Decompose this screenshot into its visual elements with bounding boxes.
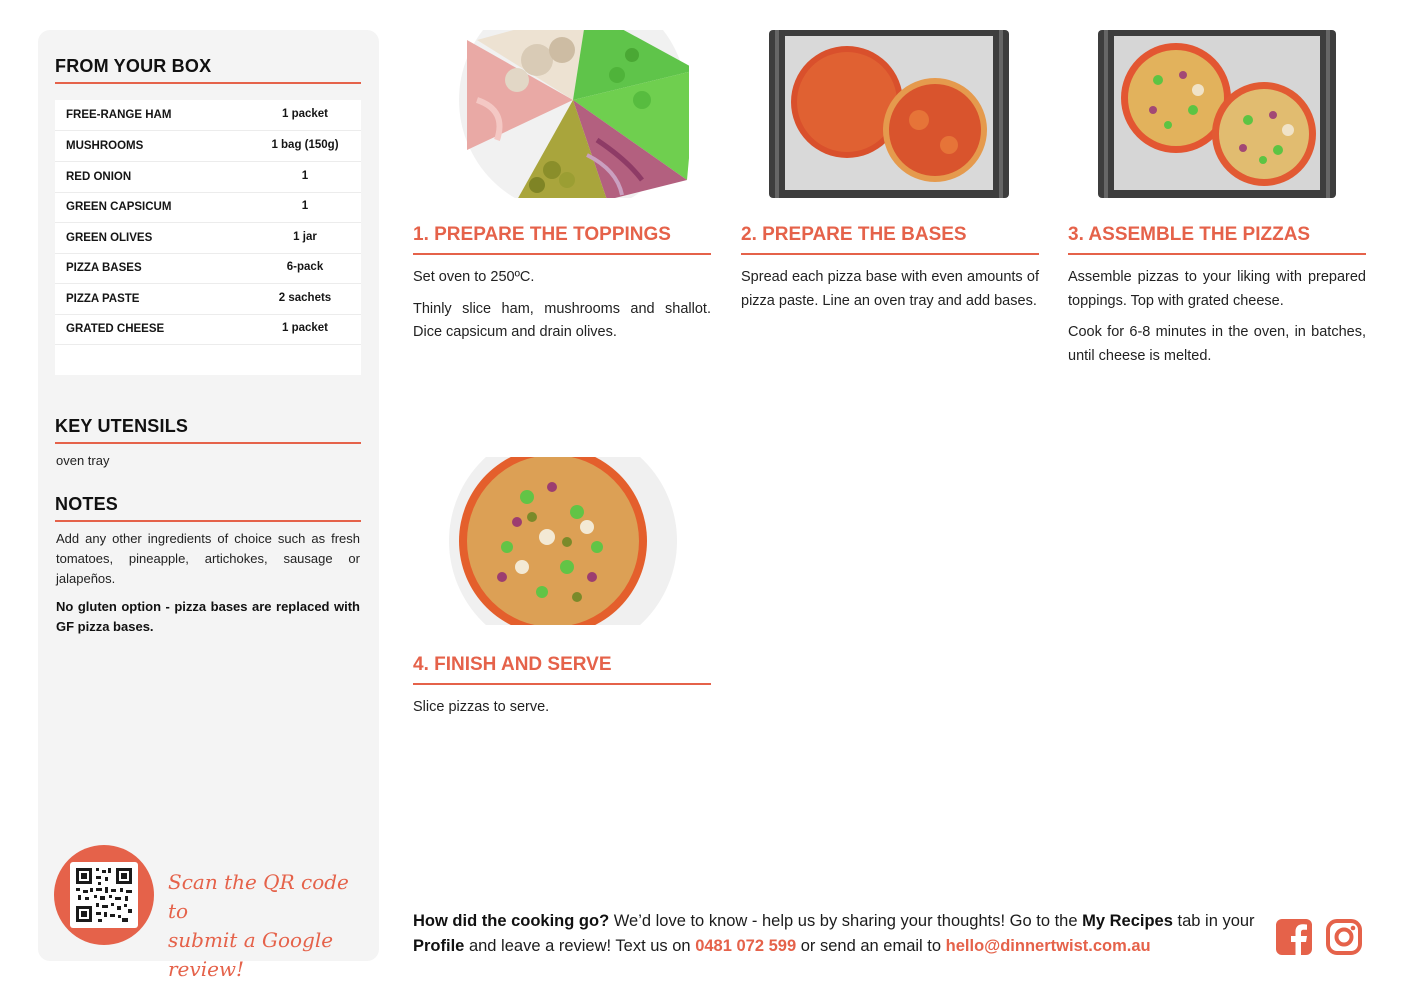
step-body [413, 696, 711, 720]
finished-pizza-image [447, 457, 679, 625]
qr-code-icon [70, 862, 138, 928]
step-instruction: Assemble pizzas to your liking with prepared toppings. Top with grated cheese. [1068, 269, 1366, 309]
ingredients-table [55, 100, 361, 375]
ingredient-name: FREE-RANGE HAM [66, 109, 172, 121]
step-title: 4. FINISH AND SERVE [413, 654, 612, 675]
qr-caption [168, 868, 368, 984]
ingredient-row [55, 284, 361, 315]
notes-gluten-option: No gluten option - pizza bases are replaced with GF pizza bases. [56, 599, 360, 634]
box-title-rule [55, 82, 361, 84]
ingredient-qty: 1 jar [293, 231, 317, 243]
ingredient-name: MUSHROOMS [66, 140, 144, 152]
step-instruction: Spread each pizza base with even amounts of pizza paste. Line an oven tray and add bases. [741, 269, 1039, 309]
step-instruction: Set oven to 250ºC. [413, 269, 535, 285]
step-3 [1068, 30, 1366, 390]
step-rule [1068, 253, 1366, 255]
footer-question: How did the cooking go? [413, 912, 610, 930]
step-title: 2. PREPARE THE BASES [741, 224, 967, 245]
notes-title: NOTES [55, 494, 119, 514]
email-link[interactable]: hello@dinnertwist.com.au [945, 937, 1151, 955]
pizza-bases-tray-image [769, 30, 1009, 198]
phone-link[interactable]: 0481 072 599 [695, 937, 797, 955]
step-body [741, 266, 1039, 313]
step-body [1068, 266, 1366, 368]
notes-text: Add any other ingredients of choice such as fresh tomatoes, pineapple, artichokes, sausage or jalapeños. [56, 531, 360, 586]
ingredient-row [55, 162, 361, 193]
ingredient-name: PIZZA BASES [66, 262, 142, 274]
step-rule [413, 253, 711, 255]
notes-rule [55, 520, 361, 522]
footer-text: and leave a review! Text us on [464, 937, 696, 955]
feedback-footer [413, 909, 1263, 959]
ingredient-name: GRATED CHEESE [66, 323, 165, 335]
footer-profile: Profile [413, 937, 465, 955]
facebook-icon[interactable] [1275, 918, 1313, 956]
step-rule [741, 253, 1039, 255]
step-body [413, 266, 711, 345]
step-2 [741, 30, 1039, 360]
ingredient-name: RED ONION [66, 171, 132, 183]
ingredient-qty: 1 packet [281, 322, 329, 334]
step-instruction: Thinly slice ham, mushrooms and shallot. Dice capsicum and drain olives. [413, 300, 711, 340]
ingredient-name: GREEN OLIVES [66, 232, 153, 244]
ingredient-name: GREEN CAPSICUM [66, 201, 172, 213]
toppings-bowl-image [457, 30, 689, 198]
ingredient-qty: 6-pack [286, 261, 324, 273]
footer-text: or send an email to [796, 937, 946, 955]
qr-badge[interactable] [54, 845, 154, 945]
ingredient-qty: 1 [301, 170, 309, 182]
instagram-icon[interactable] [1325, 918, 1363, 956]
ingredient-qty: 1 [301, 200, 309, 212]
ingredient-row [55, 314, 361, 345]
ingredient-row [55, 253, 361, 284]
step-1 [413, 30, 711, 360]
notes-block [56, 529, 360, 637]
step-4 [413, 457, 711, 727]
ingredient-qty: 1 bag (150g) [271, 139, 339, 151]
footer-text: tab in your [1172, 912, 1255, 930]
qr-caption-line2: submit a Google review! [168, 928, 334, 981]
qr-caption-line1: Scan the QR code to [168, 870, 349, 923]
step-rule [413, 683, 711, 685]
ingredient-row [55, 131, 361, 162]
ingredient-row [55, 192, 361, 223]
utensils-title: KEY UTENSILS [55, 416, 189, 436]
footer-text: We’d love to know - help us by sharing your thoughts! Go to the [609, 912, 1083, 930]
ingredient-qty: 1 packet [281, 108, 329, 120]
ingredient-row [55, 100, 361, 131]
assembled-pizzas-tray-image [1098, 30, 1336, 198]
box-title: FROM YOUR BOX [55, 56, 212, 76]
sidebar-panel [38, 30, 379, 981]
utensils-rule [55, 442, 361, 444]
utensil-text: oven tray [56, 453, 110, 468]
ingredient-qty: 2 sachets [278, 292, 332, 304]
footer-my-recipes: My Recipes [1082, 912, 1173, 930]
step-title: 3. ASSEMBLE THE PIZZAS [1068, 224, 1311, 245]
step-instruction: Cook for 6-8 minutes in the oven, in batches, until cheese is melted. [1068, 324, 1366, 364]
step-instruction: Slice pizzas to serve. [413, 699, 550, 715]
ingredient-row [55, 223, 361, 254]
step-title: 1. PREPARE THE TOPPINGS [413, 224, 671, 245]
ingredient-name: PIZZA PASTE [66, 293, 140, 305]
